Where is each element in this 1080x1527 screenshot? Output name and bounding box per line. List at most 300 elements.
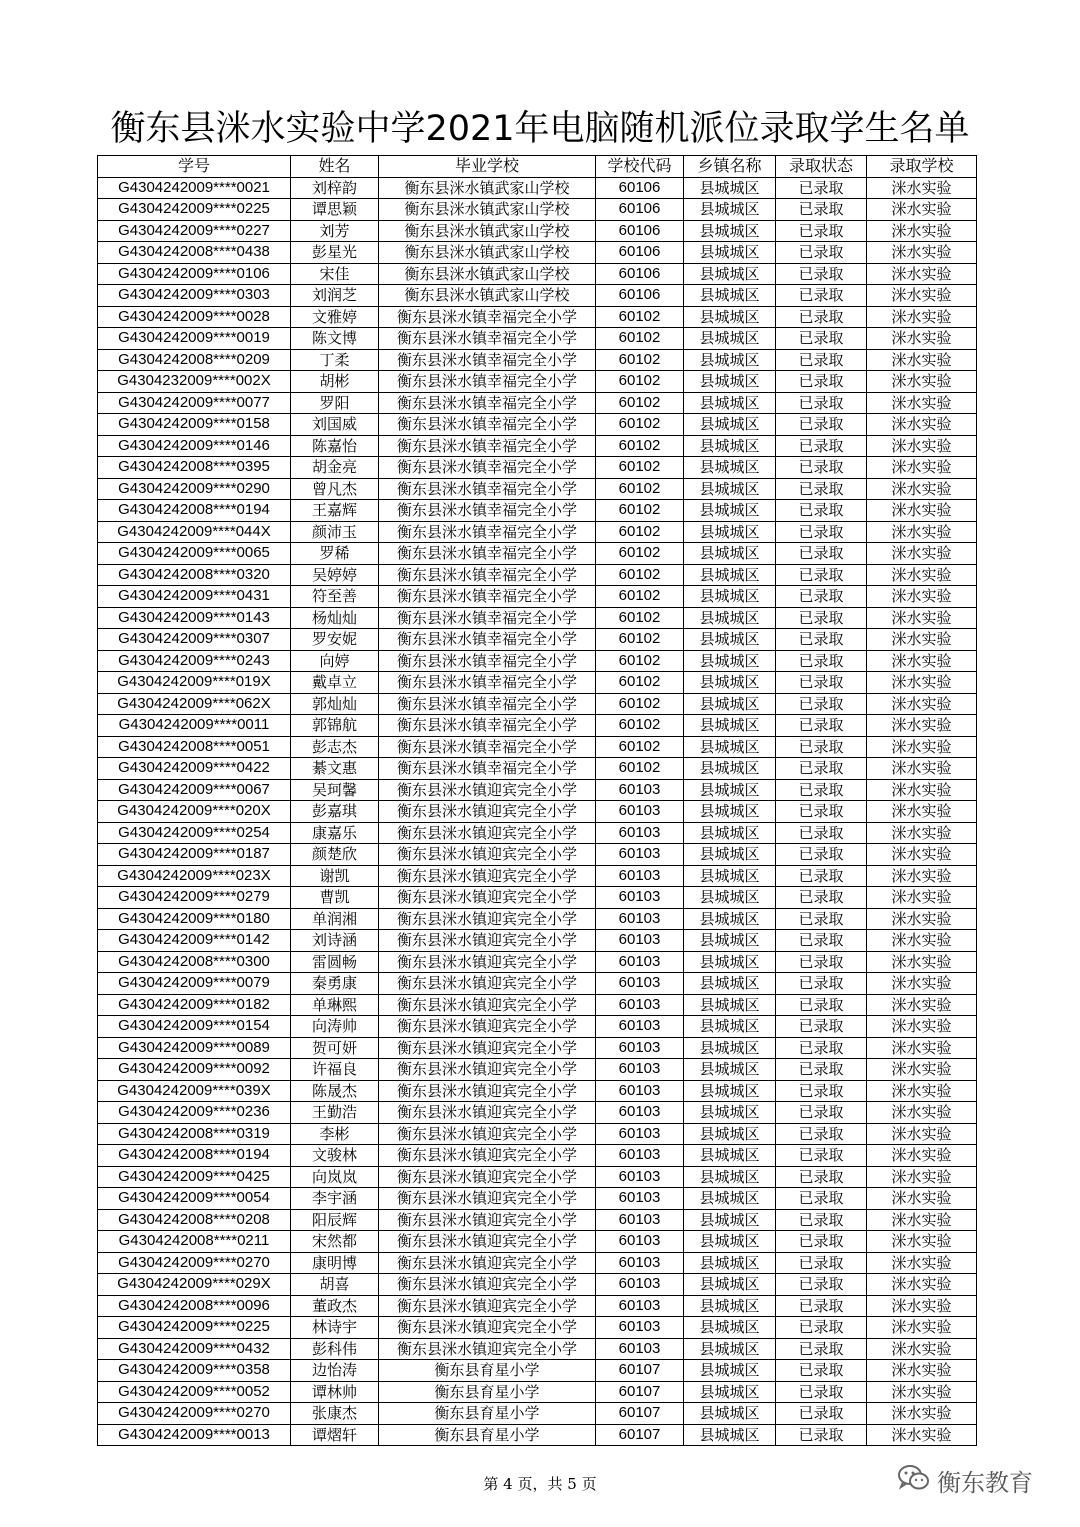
admitted-school-cell: 洣水实验	[867, 951, 977, 973]
student-id-cell: G4304242009****0225	[98, 1317, 291, 1339]
student-id-cell: G4304242009****0243	[98, 650, 291, 672]
admitted-school-cell: 洣水实验	[867, 586, 977, 608]
table-row	[98, 199, 977, 221]
school-code-cell: 60103	[596, 1016, 684, 1038]
town-cell: 县城城区	[684, 844, 776, 866]
table-row	[98, 392, 977, 414]
school-cell: 衡东县洣水镇幸福完全小学	[379, 306, 596, 328]
school-code-cell: 60103	[596, 994, 684, 1016]
status-cell: 已录取	[776, 951, 867, 973]
school-cell: 衡东县洣水镇幸福完全小学	[379, 414, 596, 436]
status-cell: 已录取	[776, 1231, 867, 1253]
town-cell: 县城城区	[684, 629, 776, 651]
school-cell: 衡东县洣水镇幸福完全小学	[379, 392, 596, 414]
admitted-school-cell: 洣水实验	[867, 715, 977, 737]
table-row	[98, 758, 977, 780]
student-name-cell: 胡金亮	[291, 457, 379, 479]
status-cell: 已录取	[776, 328, 867, 350]
status-cell: 已录取	[776, 672, 867, 694]
status-cell: 已录取	[776, 1037, 867, 1059]
admitted-school-cell: 洣水实验	[867, 1252, 977, 1274]
student-name-cell: 文雅婷	[291, 306, 379, 328]
student-name-cell: 向岚岚	[291, 1166, 379, 1188]
table-row	[98, 328, 977, 350]
column-header: 姓名	[291, 156, 379, 178]
school-cell: 衡东县洣水镇迎宾完全小学	[379, 1295, 596, 1317]
status-cell: 已录取	[776, 1424, 867, 1446]
student-id-cell: G4304242009****0154	[98, 1016, 291, 1038]
student-name-cell: 陈晟杰	[291, 1080, 379, 1102]
status-cell: 已录取	[776, 1252, 867, 1274]
school-code-cell: 60102	[596, 736, 684, 758]
admitted-school-cell: 洣水实验	[867, 758, 977, 780]
school-code-cell: 60102	[596, 349, 684, 371]
table-row	[98, 1037, 977, 1059]
school-code-cell: 60103	[596, 779, 684, 801]
status-cell: 已录取	[776, 629, 867, 651]
school-cell: 衡东县洣水镇武家山学校	[379, 177, 596, 199]
student-name-cell: 单润湘	[291, 908, 379, 930]
student-name-cell: 王嘉辉	[291, 500, 379, 522]
table-header-row	[98, 156, 977, 178]
student-id-cell: G4304242008****0194	[98, 1145, 291, 1167]
table-row	[98, 1166, 977, 1188]
status-cell: 已录取	[776, 543, 867, 565]
student-name-cell: 陈嘉怡	[291, 435, 379, 457]
student-name-cell: 戴卓立	[291, 672, 379, 694]
town-cell: 县城城区	[684, 758, 776, 780]
student-name-cell: 雷圆畅	[291, 951, 379, 973]
admitted-school-cell: 洣水实验	[867, 414, 977, 436]
school-code-cell: 60102	[596, 435, 684, 457]
school-code-cell: 60102	[596, 478, 684, 500]
school-code-cell: 60102	[596, 672, 684, 694]
town-cell: 县城城区	[684, 1037, 776, 1059]
table-row	[98, 263, 977, 285]
student-id-cell: G4304242008****0096	[98, 1295, 291, 1317]
admitted-school-cell: 洣水实验	[867, 285, 977, 307]
school-cell: 衡东县洣水镇迎宾完全小学	[379, 908, 596, 930]
admitted-school-cell: 洣水实验	[867, 908, 977, 930]
school-cell: 衡东县洣水镇迎宾完全小学	[379, 973, 596, 995]
table-row	[98, 1188, 977, 1210]
table-row	[98, 1231, 977, 1253]
admitted-school-cell: 洣水实验	[867, 1295, 977, 1317]
student-id-cell: G4304242009****019X	[98, 672, 291, 694]
student-name-cell: 秦勇康	[291, 973, 379, 995]
status-cell: 已录取	[776, 607, 867, 629]
student-id-cell: G4304242009****044X	[98, 521, 291, 543]
student-id-cell: G4304242009****0143	[98, 607, 291, 629]
student-id-cell: G4304242009****0303	[98, 285, 291, 307]
status-cell: 已录取	[776, 1080, 867, 1102]
town-cell: 县城城区	[684, 715, 776, 737]
admitted-school-cell: 洣水实验	[867, 1059, 977, 1081]
school-cell: 衡东县洣水镇迎宾完全小学	[379, 1166, 596, 1188]
school-cell: 衡东县洣水镇幸福完全小学	[379, 629, 596, 651]
admitted-school-cell: 洣水实验	[867, 822, 977, 844]
status-cell: 已录取	[776, 564, 867, 586]
school-code-cell: 60103	[596, 1274, 684, 1296]
school-cell: 衡东县洣水镇迎宾完全小学	[379, 1317, 596, 1339]
student-name-cell: 向婷	[291, 650, 379, 672]
school-cell: 衡东县育星小学	[379, 1424, 596, 1446]
status-cell: 已录取	[776, 758, 867, 780]
student-id-cell: G4304242009****023X	[98, 865, 291, 887]
school-code-cell: 60102	[596, 371, 684, 393]
table-row	[98, 1274, 977, 1296]
student-name-cell: 颜沛玉	[291, 521, 379, 543]
admitted-school-cell: 洣水实验	[867, 1403, 977, 1425]
admitted-school-cell: 洣水实验	[867, 220, 977, 242]
town-cell: 县城城区	[684, 478, 776, 500]
town-cell: 县城城区	[684, 414, 776, 436]
student-id-cell: G4304242009****062X	[98, 693, 291, 715]
admitted-school-cell: 洣水实验	[867, 1424, 977, 1446]
status-cell: 已录取	[776, 457, 867, 479]
town-cell: 县城城区	[684, 930, 776, 952]
table-row	[98, 736, 977, 758]
school-cell: 衡东县洣水镇迎宾完全小学	[379, 887, 596, 909]
school-code-cell: 60103	[596, 1080, 684, 1102]
status-cell: 已录取	[776, 865, 867, 887]
school-code-cell: 60107	[596, 1403, 684, 1425]
admitted-school-cell: 洣水实验	[867, 1231, 977, 1253]
table-row	[98, 1424, 977, 1446]
student-name-cell: 谭林帅	[291, 1381, 379, 1403]
town-cell: 县城城区	[684, 285, 776, 307]
status-cell: 已录取	[776, 844, 867, 866]
town-cell: 县城城区	[684, 220, 776, 242]
school-cell: 衡东县洣水镇幸福完全小学	[379, 672, 596, 694]
town-cell: 县城城区	[684, 242, 776, 264]
school-cell: 衡东县洣水镇迎宾完全小学	[379, 844, 596, 866]
student-id-cell: G4304242008****0300	[98, 951, 291, 973]
admitted-school-cell: 洣水实验	[867, 844, 977, 866]
admitted-school-cell: 洣水实验	[867, 865, 977, 887]
table-row	[98, 779, 977, 801]
school-code-cell: 60103	[596, 822, 684, 844]
status-cell: 已录取	[776, 349, 867, 371]
school-cell: 衡东县洣水镇幸福完全小学	[379, 564, 596, 586]
town-cell: 县城城区	[684, 736, 776, 758]
student-id-cell: G4304232009****002X	[98, 371, 291, 393]
admitted-school-cell: 洣水实验	[867, 1188, 977, 1210]
status-cell: 已录取	[776, 414, 867, 436]
student-id-cell: G4304242008****0211	[98, 1231, 291, 1253]
status-cell: 已录取	[776, 994, 867, 1016]
admitted-school-cell: 洣水实验	[867, 199, 977, 221]
school-cell: 衡东县洣水镇迎宾完全小学	[379, 1102, 596, 1124]
school-cell: 衡东县洣水镇迎宾完全小学	[379, 930, 596, 952]
school-cell: 衡东县洣水镇迎宾完全小学	[379, 801, 596, 823]
school-code-cell: 60102	[596, 564, 684, 586]
table-row	[98, 500, 977, 522]
admitted-school-cell: 洣水实验	[867, 392, 977, 414]
school-cell: 衡东县洣水镇迎宾完全小学	[379, 1145, 596, 1167]
school-code-cell: 60106	[596, 263, 684, 285]
town-cell: 县城城区	[684, 1252, 776, 1274]
student-id-cell: G4304242009****0432	[98, 1338, 291, 1360]
status-cell: 已录取	[776, 242, 867, 264]
admitted-school-cell: 洣水实验	[867, 801, 977, 823]
table-row	[98, 887, 977, 909]
student-id-cell: G4304242008****0319	[98, 1123, 291, 1145]
town-cell: 县城城区	[684, 1016, 776, 1038]
admitted-school-cell: 洣水实验	[867, 1016, 977, 1038]
school-code-cell: 60102	[596, 586, 684, 608]
student-id-cell: G4304242009****0142	[98, 930, 291, 952]
table-row	[98, 1403, 977, 1425]
student-name-cell: 谢凯	[291, 865, 379, 887]
admitted-school-cell: 洣水实验	[867, 672, 977, 694]
town-cell: 县城城区	[684, 1274, 776, 1296]
status-cell: 已录取	[776, 1016, 867, 1038]
town-cell: 县城城区	[684, 1166, 776, 1188]
status-cell: 已录取	[776, 930, 867, 952]
school-code-cell: 60103	[596, 1209, 684, 1231]
admitted-school-cell: 洣水实验	[867, 242, 977, 264]
table-row	[98, 930, 977, 952]
town-cell: 县城城区	[684, 263, 776, 285]
school-code-cell: 60102	[596, 392, 684, 414]
table-row	[98, 1381, 977, 1403]
admitted-school-cell: 洣水实验	[867, 564, 977, 586]
status-cell: 已录取	[776, 908, 867, 930]
town-cell: 县城城区	[684, 328, 776, 350]
table-row	[98, 371, 977, 393]
school-code-cell: 60102	[596, 715, 684, 737]
town-cell: 县城城区	[684, 564, 776, 586]
town-cell: 县城城区	[684, 392, 776, 414]
school-cell: 衡东县洣水镇迎宾完全小学	[379, 1037, 596, 1059]
student-id-cell: G4304242009****0431	[98, 586, 291, 608]
school-code-cell: 60102	[596, 543, 684, 565]
school-cell: 衡东县洣水镇幸福完全小学	[379, 328, 596, 350]
school-cell: 衡东县洣水镇幸福完全小学	[379, 715, 596, 737]
table-row	[98, 1338, 977, 1360]
town-cell: 县城城区	[684, 1403, 776, 1425]
school-cell: 衡东县洣水镇迎宾完全小学	[379, 1338, 596, 1360]
student-name-cell: 李宇涵	[291, 1188, 379, 1210]
student-name-cell: 刘润芝	[291, 285, 379, 307]
town-cell: 县城城区	[684, 457, 776, 479]
student-id-cell: G4304242008****0395	[98, 457, 291, 479]
status-cell: 已录取	[776, 1295, 867, 1317]
school-code-cell: 60102	[596, 758, 684, 780]
student-id-cell: G4304242009****0054	[98, 1188, 291, 1210]
page-title: 衡东县洣水实验中学2021年电脑随机派位录取学生名单	[110, 109, 970, 149]
table-row	[98, 908, 977, 930]
student-name-cell: 董政杰	[291, 1295, 379, 1317]
school-cell: 衡东县洣水镇迎宾完全小学	[379, 1059, 596, 1081]
student-id-cell: G4304242009****0065	[98, 543, 291, 565]
student-id-cell: G4304242009****0092	[98, 1059, 291, 1081]
admitted-school-cell: 洣水实验	[867, 349, 977, 371]
student-name-cell: 刘国威	[291, 414, 379, 436]
admitted-school-cell: 洣水实验	[867, 1166, 977, 1188]
student-id-cell: G4304242009****0077	[98, 392, 291, 414]
student-name-cell: 罗阳	[291, 392, 379, 414]
town-cell: 县城城区	[684, 1059, 776, 1081]
town-cell: 县城城区	[684, 521, 776, 543]
town-cell: 县城城区	[684, 586, 776, 608]
student-name-cell: 陈文博	[291, 328, 379, 350]
wechat-icon	[897, 1463, 931, 1497]
status-cell: 已录取	[776, 736, 867, 758]
admitted-school-cell: 洣水实验	[867, 973, 977, 995]
school-code-cell: 60103	[596, 1123, 684, 1145]
town-cell: 县城城区	[684, 371, 776, 393]
student-name-cell: 符至善	[291, 586, 379, 608]
town-cell: 县城城区	[684, 973, 776, 995]
student-id-cell: G4304242009****0052	[98, 1381, 291, 1403]
table-row	[98, 1102, 977, 1124]
school-code-cell: 60103	[596, 1317, 684, 1339]
student-id-cell: G4304242009****0270	[98, 1403, 291, 1425]
admitted-school-cell: 洣水实验	[867, 1102, 977, 1124]
table-row	[98, 414, 977, 436]
school-code-cell: 60103	[596, 844, 684, 866]
student-name-cell: 彭嘉琪	[291, 801, 379, 823]
student-id-cell: G4304242009****0180	[98, 908, 291, 930]
admitted-school-cell: 洣水实验	[867, 779, 977, 801]
student-id-cell: G4304242009****039X	[98, 1080, 291, 1102]
town-cell: 县城城区	[684, 1338, 776, 1360]
student-name-cell: 林诗宇	[291, 1317, 379, 1339]
school-code-cell: 60103	[596, 951, 684, 973]
student-name-cell: 向涛帅	[291, 1016, 379, 1038]
student-name-cell: 单琳熙	[291, 994, 379, 1016]
school-code-cell: 60103	[596, 865, 684, 887]
school-cell: 衡东县洣水镇迎宾完全小学	[379, 1188, 596, 1210]
admitted-school-cell: 洣水实验	[867, 478, 977, 500]
table-row	[98, 1360, 977, 1382]
student-name-cell: 罗安妮	[291, 629, 379, 651]
town-cell: 县城城区	[684, 865, 776, 887]
student-name-cell: 胡彬	[291, 371, 379, 393]
status-cell: 已录取	[776, 1059, 867, 1081]
table-row	[98, 478, 977, 500]
school-code-cell: 60103	[596, 1252, 684, 1274]
table-row	[98, 801, 977, 823]
column-header: 录取状态	[776, 156, 867, 178]
town-cell: 县城城区	[684, 951, 776, 973]
school-cell: 衡东县洣水镇迎宾完全小学	[379, 1274, 596, 1296]
status-cell: 已录取	[776, 1102, 867, 1124]
page-footer: 第 4 页，共 5 页	[483, 1475, 597, 1493]
school-code-cell: 60106	[596, 242, 684, 264]
town-cell: 县城城区	[684, 177, 776, 199]
school-code-cell: 60103	[596, 1145, 684, 1167]
student-name-cell: 刘诗涵	[291, 930, 379, 952]
student-name-cell: 李彬	[291, 1123, 379, 1145]
school-cell: 衡东县育星小学	[379, 1381, 596, 1403]
school-code-cell: 60102	[596, 457, 684, 479]
table-row	[98, 564, 977, 586]
admitted-school-cell: 洣水实验	[867, 1338, 977, 1360]
status-cell: 已录取	[776, 1403, 867, 1425]
town-cell: 县城城区	[684, 693, 776, 715]
town-cell: 县城城区	[684, 349, 776, 371]
table-row	[98, 220, 977, 242]
table-row	[98, 629, 977, 651]
status-cell: 已录取	[776, 500, 867, 522]
status-cell: 已录取	[776, 199, 867, 221]
table-row	[98, 1209, 977, 1231]
student-id-cell: G4304242009****0079	[98, 973, 291, 995]
school-code-cell: 60103	[596, 1231, 684, 1253]
student-name-cell: 康嘉乐	[291, 822, 379, 844]
student-name-cell: 边怡涛	[291, 1360, 379, 1382]
school-cell: 衡东县洣水镇幸福完全小学	[379, 736, 596, 758]
status-cell: 已录取	[776, 1123, 867, 1145]
student-name-cell: 綦文惠	[291, 758, 379, 780]
school-cell: 衡东县洣水镇幸福完全小学	[379, 435, 596, 457]
table-row	[98, 306, 977, 328]
status-cell: 已录取	[776, 1188, 867, 1210]
admitted-school-cell: 洣水实验	[867, 306, 977, 328]
school-cell: 衡东县洣水镇迎宾完全小学	[379, 994, 596, 1016]
student-name-cell: 宋然都	[291, 1231, 379, 1253]
watermark-text: 衡东教育	[937, 1468, 1033, 1497]
school-code-cell: 60107	[596, 1360, 684, 1382]
school-cell: 衡东县洣水镇迎宾完全小学	[379, 1123, 596, 1145]
admitted-school-cell: 洣水实验	[867, 629, 977, 651]
student-name-cell: 宋佳	[291, 263, 379, 285]
town-cell: 县城城区	[684, 994, 776, 1016]
school-code-cell: 60107	[596, 1424, 684, 1446]
school-cell: 衡东县洣水镇迎宾完全小学	[379, 822, 596, 844]
column-header: 学校代码	[596, 156, 684, 178]
school-code-cell: 60103	[596, 801, 684, 823]
town-cell: 县城城区	[684, 1381, 776, 1403]
school-code-cell: 60103	[596, 1338, 684, 1360]
admitted-school-cell: 洣水实验	[867, 263, 977, 285]
school-code-cell: 60103	[596, 973, 684, 995]
student-id-cell: G4304242009****0106	[98, 263, 291, 285]
student-name-cell: 郭锦航	[291, 715, 379, 737]
table-row	[98, 865, 977, 887]
column-header: 乡镇名称	[684, 156, 776, 178]
student-id-cell: G4304242009****029X	[98, 1274, 291, 1296]
town-cell: 县城城区	[684, 672, 776, 694]
school-cell: 衡东县洣水镇武家山学校	[379, 285, 596, 307]
student-name-cell: 文骏林	[291, 1145, 379, 1167]
school-cell: 衡东县洣水镇幸福完全小学	[379, 543, 596, 565]
school-code-cell: 60102	[596, 500, 684, 522]
school-cell: 衡东县洣水镇武家山学校	[379, 263, 596, 285]
admitted-school-cell: 洣水实验	[867, 521, 977, 543]
status-cell: 已录取	[776, 220, 867, 242]
admitted-school-cell: 洣水实验	[867, 1360, 977, 1382]
status-cell: 已录取	[776, 177, 867, 199]
town-cell: 县城城区	[684, 306, 776, 328]
student-name-cell: 彭科伟	[291, 1338, 379, 1360]
town-cell: 县城城区	[684, 1424, 776, 1446]
town-cell: 县城城区	[684, 801, 776, 823]
table-row	[98, 844, 977, 866]
student-id-cell: G4304242009****0158	[98, 414, 291, 436]
student-id-cell: G4304242008****0209	[98, 349, 291, 371]
school-cell: 衡东县洣水镇幸福完全小学	[379, 586, 596, 608]
table-row	[98, 715, 977, 737]
status-cell: 已录取	[776, 285, 867, 307]
admitted-school-cell: 洣水实验	[867, 650, 977, 672]
student-id-cell: G4304242009****0254	[98, 822, 291, 844]
school-cell: 衡东县洣水镇幸福完全小学	[379, 693, 596, 715]
school-code-cell: 60106	[596, 220, 684, 242]
